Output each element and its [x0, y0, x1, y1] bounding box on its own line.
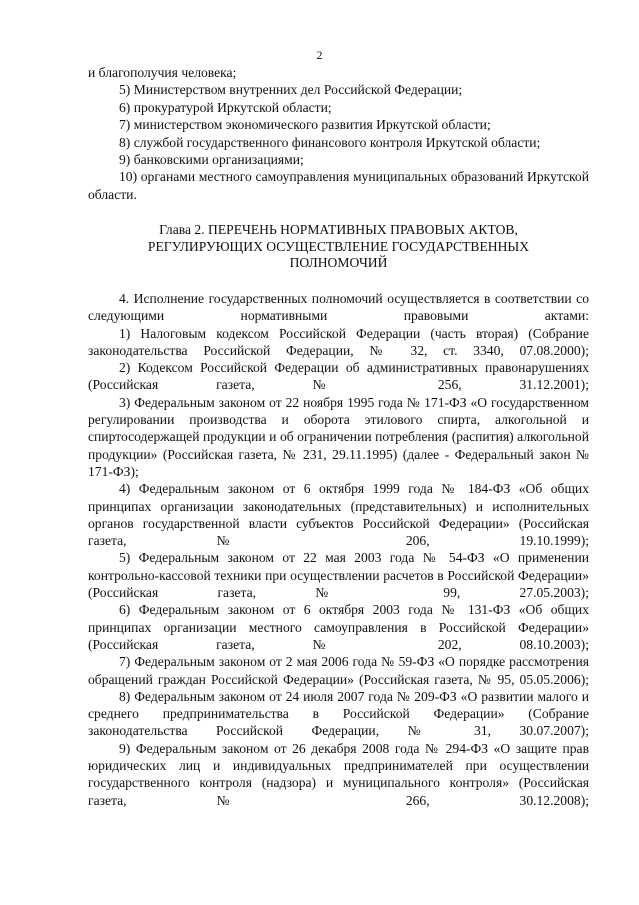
paragraph-4: 4. Исполнение государственных полномочий осуществляется в соответствии со следующими нормативными правовыми актами:: [88, 291, 589, 324]
legal-act-item: 5) Федеральным законом от 22 мая 2003 года № 54-ФЗ «О применении контрольно-кассовой техники при осуществлении расчетов в Российской Федерации» (Российская газета, № 99, 27.05.2003);: [88, 550, 589, 601]
legal-act-item: 7) Федеральным законом от 2 мая 2006 года № 59-ФЗ «О порядке рассмотрения обращений граждан Российской Федерации» (Российская газета, № 95, 05.05.2006);: [88, 654, 589, 687]
list-item: 6) прокуратурой Иркутской области;: [119, 99, 332, 115]
list-item: 9) банковскими организациями;: [119, 152, 304, 168]
chapter-heading-line: РЕГУЛИРУЮЩИХ ОСУЩЕСТВЛЕНИЕ ГОСУДАРСТВЕННЫХ: [147, 238, 530, 254]
legal-act-item: 3) Федеральным законом от 22 ноября 1995 года № 171-ФЗ «О государственном регулировании производства и оборота этилового спирта, алкогольной и спиртосодержащей продукции и об ограничении потребления (распития) алкогольной продукции» (Российская газета, № 231, 29.11.1995) (далее - Федеральный закон № 171-ФЗ);: [88, 394, 589, 479]
legal-acts-list: [88, 290, 589, 809]
legal-act-item: 8) Федеральным законом от 24 июля 2007 года № 209-ФЗ «О развитии малого и среднего предпринимательства в Российской Федерации» (Собрание законодательства Российской Федерации, № 31, 30.07.2007);: [88, 688, 589, 739]
chapter-heading-line: Глава 2. ПЕРЕЧЕНЬ НОРМАТИВНЫХ ПРАВОВЫХ АКТОВ,: [159, 222, 518, 237]
list-continuation: и благополучия человека;: [88, 65, 237, 80]
list-item: 10) органами местного самоуправления муниципальных образований Иркутской области.: [88, 169, 589, 202]
list-item: 7) министерством экономического развития Иркутской области;: [119, 117, 491, 133]
legal-act-item: 4) Федеральным законом от 6 октября 1999 года № 184-ФЗ «Об общих принципах организации законодательных (представительных) и исполнительных органов государственной власти субъектов Российской Федерации» (Российская газета, № 206, 19.10.1999);: [88, 481, 589, 549]
chapter-heading-line: ПОЛНОМОЧИЙ: [289, 255, 388, 271]
authorities-list: [88, 64, 589, 203]
chapter-heading: [88, 222, 589, 272]
list-item: 5) Министерством внутренних дел Российской Федерации;: [119, 82, 463, 98]
legal-act-item: 1) Налоговым кодексом Российской Федерации (часть вторая) (Собрание законодательства Российской Федерации, № 32, ст. 3340, 07.08.2000);: [88, 325, 589, 358]
legal-act-item: 2) Кодексом Российской Федерации об административных правонарушениях (Российская газета, № 256, 31.12.2001);: [88, 360, 589, 393]
legal-act-item: 6) Федеральным законом от 6 октября 2003 года № 131-ФЗ «Об общих принципах организации местного самоуправления в Российской Федерации» (Российская газета, № 202, 08.10.2003);: [88, 602, 589, 652]
legal-act-item: 9) Федеральным законом от 26 декабря 2008 года № 294-ФЗ «О защите прав юридических лиц и индивидуальных предпринимателей при осуществлении государственного контроля (надзора) и муниципального контроля» (Российская газета, № 266, 30.12.2008);: [88, 740, 589, 808]
list-item: 8) службой государственного финансового контроля Иркутской области;: [119, 134, 541, 150]
page-number: 2: [316, 48, 323, 62]
